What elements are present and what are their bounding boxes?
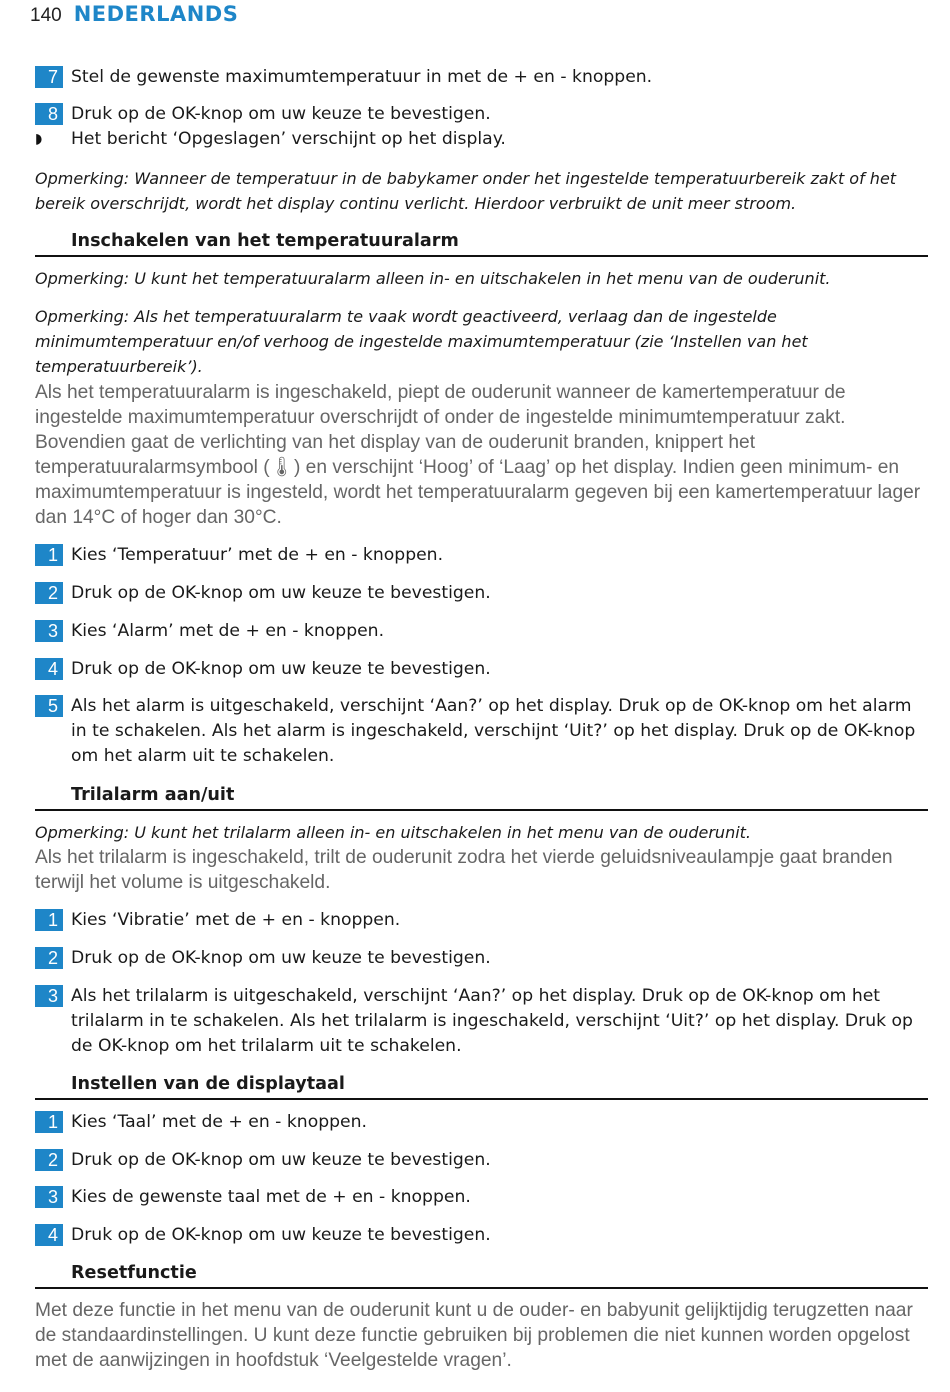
- step-number-badge: 4: [35, 658, 63, 680]
- page-header: [30, 0, 238, 30]
- step-number-badge: 3: [35, 1186, 63, 1208]
- step-number-badge: 1: [35, 544, 63, 566]
- step-number-badge: 1: [35, 909, 63, 931]
- step-text: Druk op de OK-knop om uw keuze te bevestigen.: [71, 583, 491, 603]
- step-3: [35, 984, 930, 1059]
- step-number-badge: 7: [35, 66, 63, 88]
- result-bullet-icon: ◗: [35, 131, 43, 147]
- step-number-badge: 3: [35, 620, 63, 642]
- step-2: [35, 1148, 930, 1173]
- step-number-badge: 2: [35, 1149, 63, 1171]
- heading-vibration-alarm: Trilalarm aan/uit: [71, 785, 235, 805]
- step-2: [35, 946, 930, 971]
- step-text: Kies ‘Alarm’ met de + en - knoppen.: [71, 621, 385, 641]
- step-text: Als het alarm is uitgeschakeld, verschijnt ‘Aan?’ op het display. Druk op de OK-knop om het alarm in te schakelen. Als het alarm is ingeschakeld, verschijnt ‘Uit?’ op het display. Druk op de OK-knop om het alarm uit te schakelen.: [71, 696, 916, 766]
- result-line: [35, 127, 930, 152]
- section-divider: [35, 1287, 928, 1289]
- page-number: 140: [30, 5, 62, 26]
- step-4: [35, 657, 930, 682]
- section-divider: [35, 1098, 928, 1100]
- step-3: [35, 619, 930, 644]
- step-number-badge: 2: [35, 947, 63, 969]
- section-divider: [35, 809, 928, 811]
- step-8: [35, 102, 930, 127]
- section-divider: [35, 255, 928, 257]
- step-text: Druk op de OK-knop om uw keuze te bevestigen.: [71, 1225, 491, 1245]
- step-number-badge: 2: [35, 582, 63, 604]
- result-text: Het bericht ‘Opgeslagen’ verschijnt op het display.: [71, 129, 506, 149]
- step-number-badge: 1: [35, 1111, 63, 1133]
- step-text: Druk op de OK-knop om uw keuze te bevestigen.: [71, 104, 491, 124]
- step-number-badge: 8: [35, 103, 63, 125]
- step-number-badge: 3: [35, 985, 63, 1007]
- step-1: [35, 543, 930, 568]
- step-4: [35, 1223, 930, 1248]
- heading-display-language: Instellen van de displaytaal: [71, 1074, 345, 1094]
- step-text: Druk op de OK-knop om uw keuze te bevestigen.: [71, 1150, 491, 1170]
- step-number-badge: 4: [35, 1224, 63, 1246]
- step-3: [35, 1185, 930, 1210]
- step-1: [35, 1110, 930, 1135]
- language-title: NEDERLANDS: [73, 2, 239, 26]
- note-vibration-menu: Opmerking: U kunt het trilalarm alleen in- en uitschakelen in het menu van de ouderunit.: [35, 823, 752, 842]
- note-alarm-menu: Opmerking: U kunt het temperatuuralarm alleen in- en uitschakelen in het menu van de ouderunit.: [35, 269, 831, 288]
- step-text: Druk op de OK-knop om uw keuze te bevestigen.: [71, 659, 491, 679]
- step-2: [35, 581, 930, 606]
- heading-reset-function: Resetfunctie: [71, 1263, 197, 1283]
- step-text: Stel de gewenste maximumtemperatuur in met de + en - knoppen.: [71, 67, 653, 87]
- step-5: [35, 694, 930, 769]
- step-text: Kies de gewenste taal met de + en - knoppen.: [71, 1187, 471, 1207]
- step-text: Druk op de OK-knop om uw keuze te bevestigen.: [71, 948, 491, 968]
- note-display-lighting: Opmerking: Wanneer de temperatuur in de babykamer onder het ingestelde temperatuurbereik zakt of het bereik overschrijdt, wordt het display continu verlicht. Hierdoor verbruikt de unit meer stroom.: [35, 169, 897, 213]
- step-7: [35, 65, 930, 90]
- step-text: Kies ‘Taal’ met de + en - knoppen.: [71, 1112, 367, 1132]
- step-number-badge: 5: [35, 695, 63, 717]
- step-1: [35, 908, 930, 933]
- note-alarm-frequency: Opmerking: Als het temperatuuralarm te vaak wordt geactiveerd, verlaag dan de ingestelde minimumtemperatuur en/of verhoog de ingestelde maximumtemperatuur (zie ‘Instellen van het temperatuurbereik’).: [35, 307, 808, 376]
- paragraph-reset-description: Met deze functie in het menu van de ouderunit kunt u de ouder- en babyunit gelijktijdig terugzetten naar de standaardinstellingen. U kunt deze functie gebruiken bij problemen die niet kunnen worden opgelost met de aanwijzingen in hoofdstuk ‘Veelgestelde vragen’.: [35, 1300, 913, 1371]
- paragraph-alarm-description: Als het temperatuuralarm is ingeschakeld, piept de ouderunit wanneer de kamertemperatuur de ingestelde maximumtemperatuur overschrijdt of onder de ingestelde minimumtemperatuur zakt. Bovendien gaat de verlichting van het display van de ouderunit branden, knippert het temperatuuralarmsymbool (🌡) en verschijnt ‘Hoog’ of ‘Laag’ op het display. Indien geen minimum- en maximumtemperatuur is ingesteld, wordt het temperatuuralarm gegeven bij een kamertemperatuur lager dan 14°C of hoger dan 30°C.: [35, 382, 921, 528]
- step-text: Kies ‘Vibratie’ met de + en - knoppen.: [71, 910, 401, 930]
- heading-temperature-alarm: Inschakelen van het temperatuuralarm: [71, 231, 459, 251]
- paragraph-vibration-description: Als het trilalarm is ingeschakeld, trilt de ouderunit zodra het vierde geluidsniveaulampje gaat branden terwijl het volume is uitgeschakeld.: [35, 847, 893, 893]
- step-text: Kies ‘Temperatuur’ met de + en - knoppen.: [71, 545, 444, 565]
- step-text: Als het trilalarm is uitgeschakeld, verschijnt ‘Aan?’ op het display. Druk op de OK-knop om het trilalarm in te schakelen. Als het trilalarm is ingeschakeld, verschijnt ‘Uit?’ op het display. Druk op de OK-knop om het trilalarm uit te schakelen.: [71, 986, 913, 1056]
